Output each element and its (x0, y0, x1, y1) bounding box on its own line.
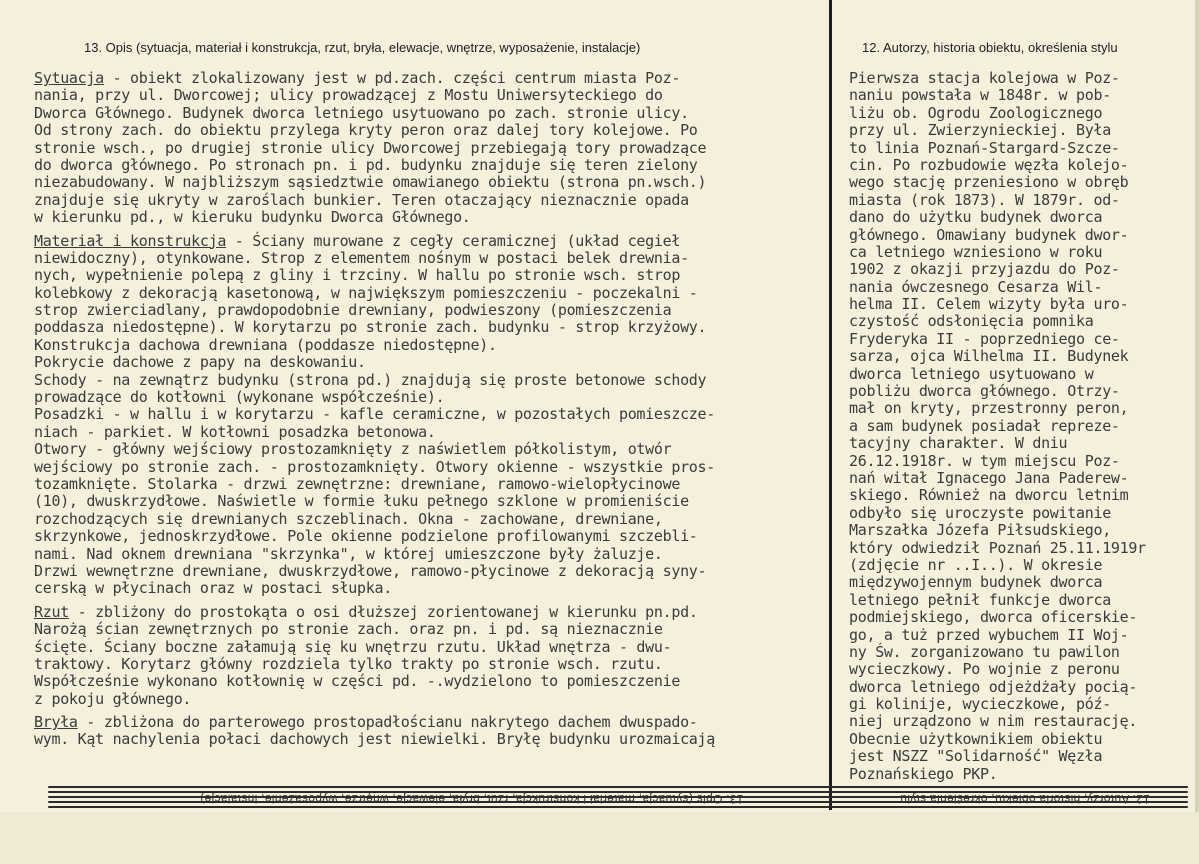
text-line: Posadzki - w hallu i w korytarzu - kafle ceramiczne, w pozostałych pomieszcze- (34, 405, 716, 424)
text-line: Otwory - główny wejściowy prostozamknięty z naświetlem półkolistym, otwór (34, 440, 672, 459)
text-line: odbyło się uroczyste powitanie (849, 503, 1111, 522)
section-13-header: 13. Opis (sytuacja, materiał i konstrukcja, rzut, bryła, elewacje, wnętrze, wyposażenie, instalacje) (84, 40, 641, 55)
text-line: liżu ob. Ogrodu Zoologicznego (849, 103, 1103, 122)
text-line: wym. Kąt nachylenia połaci dachowych jest niewielki. Bryłę budynku urozmaicają (34, 730, 716, 749)
text-line: niezabudowany. W najbliższym sąsiedztwie omawianego obiektu (strona pn.wsch.) (34, 173, 707, 192)
text-line: (zdjęcie nr ..I..). W okresie (849, 555, 1103, 574)
text-line: helma II. Celem wizyty była uro- (849, 295, 1129, 314)
text-line: czystość odsłonięcia pomnika (849, 312, 1094, 331)
text-line: podmiejskiego, dworca oficerskie- (849, 608, 1138, 627)
text-line: tacyjny charakter. W dniu (849, 434, 1068, 453)
text-line: 1902 z okazji przyjazdu do Poz- (849, 260, 1120, 279)
text-line: to linia Poznań-Stargard-Szcze- (849, 138, 1120, 157)
text-line: sarza, ojca Wilhelma II. Budynek (849, 347, 1129, 366)
mirrored-header-left: 13. Opis (sytuacja, materiał i konstrukcja, rzut, bryła, elewacje, wnętrze, wyposażenie, instalacje) (200, 792, 744, 806)
text-line: Współcześnie wykonano kotłownię w części pd. -.wydzielono to pomieszczenie (34, 672, 681, 691)
text-line: dano do użytku budynek dworca (849, 208, 1103, 227)
text-line: ny Św. zorganizowano tu pawilon (849, 642, 1120, 661)
text-line: skrzynkowe, jednoskrzydłowe. Pole okienne podzielone profilowanymi szczebli- (34, 527, 698, 546)
text-line: Materiał i konstrukcja - Ściany murowane z cegły ceramicznej (układ cegieł (34, 231, 681, 250)
text-line: cin. Po rozbudowie węzła kolejo- (849, 155, 1129, 174)
text-line: głównego. Omawiany budynek dwor- (849, 225, 1129, 244)
text-line: poddasza niedostępne). W korytarzu po stronie zach. budynku - strop krzyżowy. (34, 318, 707, 337)
text-line: strop zwierciadlany, prawdopodobnie drewniany, podwieszony (pomieszczenia (34, 301, 672, 320)
mirrored-header-right: 12. Autorzy, historia obiektu, określenia stylu (900, 792, 1150, 806)
text-line: rozchodzących się drewnianych szczeblinach. Okna - zachowane, drewniane, (34, 509, 663, 528)
text-line: niach - parkiet. W kotłowni posadzka betonowa. (34, 422, 436, 441)
history-text (849, 70, 1197, 783)
text-line: nami. Nad oknem drewniana "skrzynka", w której umieszczone były żaluzje. (34, 544, 663, 563)
section-12-header: 12. Autorzy, historia obiektu, określenia stylu (862, 40, 1118, 55)
text-line: Rzut - zbliżony do prostokąta o osi dłuższej zorientowanej w kierunku pn.pd. (34, 602, 698, 621)
text-line: Pokrycie dachowe z papy na deskowaniu. (34, 353, 366, 372)
text-line: Od strony zach. do obiektu przylega kryty peron oraz dalej tory kolejowe. Po (34, 121, 698, 140)
bottom-margin (0, 812, 1199, 864)
text-line: prowadzące do kotłowni (wykonane współcześnie). (34, 388, 445, 407)
text-line: międzywojennym budynek dworca (849, 573, 1103, 592)
text-line: niej urządzono w nim restaurację. (849, 712, 1138, 731)
text-line: wego stację przeniesiono w obręb (849, 173, 1129, 192)
text-line: tozamknięte. Stolarka - drzwi zewnętrzne: drewniane, ramowo-wielopłycinowe (34, 474, 681, 493)
text-line: Sytuacja - obiekt zlokalizowany jest w pd.zach. części centrum miasta Poz- (34, 69, 681, 87)
text-line: nania, przy ul. Dworcowej; ulicy prowadzącej z Mostu Uniwersyteckiego do (34, 86, 663, 105)
text-line: Obecnie użytkownikiem obiektu (849, 729, 1103, 748)
text-line: Poznańskiego PKP. (849, 764, 998, 783)
text-line: wejściowy po stronie zach. - prostozamknięty. Otwory okienne - wszystkie pros- (34, 457, 716, 476)
description-text (34, 70, 824, 749)
text-line: miasta (rok 1873). W 1879r. od- (849, 190, 1120, 209)
text-line: Konstrukcja dachowa drewniana (poddasze niedostępne). (34, 335, 497, 354)
text-line: do dworca głównego. Po stronach pn. i pd. budynku znajduje się teren zielony (34, 155, 698, 174)
text-line: niewidoczny), otynkowane. Strop z elementem nośnym w postaci belek drewnia- (34, 248, 689, 267)
text-line: dworca letniego odjeżdżały pocią- (849, 677, 1138, 696)
text-line: który odwiedził Poznań 25.11.1919r (849, 538, 1146, 557)
text-line: pobliżu dworca głównego. Otrzy- (849, 382, 1120, 401)
text-line: cerską w płycinach oraz w postaci słupka. (34, 579, 392, 598)
text-line: ścięte. Ściany boczne załamują się ku wnętrzu rzutu. Układ wnętrza - dwu- (34, 637, 672, 656)
text-line: znajduje się ukryty w zaroślach bunkier. Teren otaczający nieznacznie opada (34, 190, 689, 209)
text-line: wycieczkowy. Po wojnie z peronu (849, 660, 1120, 679)
text-line: nych, wypełnienie polepą z gliny i trzciny. W hallu po stronie wsch. strop (34, 266, 681, 285)
text-line: przy ul. Zwierzynieckiej. Była (849, 121, 1111, 140)
text-line: Pierwsza stacja kolejowa w Poz- (849, 69, 1120, 87)
column-divider (829, 0, 832, 810)
text-line: Bryła - zbliżona do parterowego prostopadłościanu nakrytego dachem dwuspado- (34, 713, 698, 732)
text-line: z pokoju głównego. (34, 689, 192, 708)
text-line: skiego. Również na dworcu letnim (849, 486, 1129, 505)
text-line: Narożą ścian zewnętrznych po stronie zach. oraz pn. i pd. są nieznacznie (34, 620, 663, 639)
text-line: Schody - na zewnątrz budynku (strona pd.) znajdują się proste betonowe schody (34, 370, 707, 389)
text-line: (10), dwuskrzydłowe. Naświetle w formie łuku pełnego szklone w promieniście (34, 492, 689, 511)
text-line: kolebkowy z dekoracją kasetonową, w największym pomieszczeniu - poczekalni - (34, 283, 698, 302)
text-line: Fryderyka II - poprzedniego ce- (849, 329, 1120, 348)
text-line: traktowy. Korytarz główny rozdziela tylko trakty po stronie wsch. rzutu. (34, 654, 663, 673)
text-line: dworca letniego usytuowano w (849, 364, 1094, 383)
text-line: Dworca Głównego. Budynek dworca letniego usytuowano po zach. stronie ulicy. (34, 103, 689, 122)
text-line: Drzwi wewnętrzne drewniane, dwuskrzydłowe, ramowo-płycinowe z dekoracją syny- (34, 561, 707, 580)
text-line: gi kolinije, wycieczkowe, póź- (849, 695, 1111, 714)
text-line: nań witał Ignacego Jana Paderew- (849, 468, 1129, 487)
text-line: stronie wsch., po drugiej stronie ulicy Dworcowej przebiegają tory prowadzące (34, 138, 707, 157)
text-line: go, a tuż przed wybuchem II Woj- (849, 625, 1129, 644)
text-line: jest NSZZ "Solidarność" Węzła (849, 747, 1103, 766)
text-line: w kierunku pd., w kieruku budynku Dworca Głównego. (34, 208, 471, 227)
text-line: Marszałka Józefa Piłsudskiego, (849, 521, 1111, 540)
text-line: naniu powstała w 1848r. w pob- (849, 86, 1111, 105)
text-line: a sam budynek posiadał repreze- (849, 416, 1120, 435)
text-line: 26.12.1918r. w tym miejscu Poz- (849, 451, 1120, 470)
text-line: letniego pełnił funkcje dworca (849, 590, 1111, 609)
text-line: mał on kryty, przestronny peron, (849, 399, 1129, 418)
text-line: nania ówczesnego Cesarza Wil- (849, 277, 1103, 296)
text-line: ca letniego wzniesiono w roku (849, 242, 1103, 261)
